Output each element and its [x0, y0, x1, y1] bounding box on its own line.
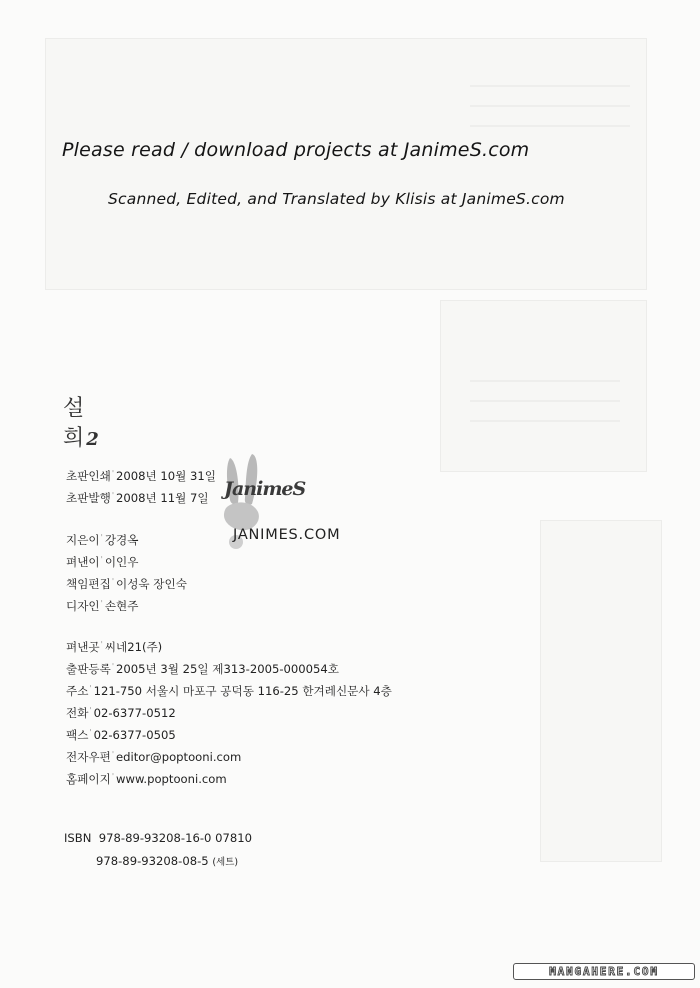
- separator-mark: ': [111, 772, 115, 781]
- publisher-row: [66, 663, 339, 676]
- bleed-through-panel: [540, 520, 662, 862]
- printing-label: 초판인쇄: [66, 469, 111, 483]
- credit-value: 손현주: [104, 599, 139, 613]
- separator-mark: ': [89, 728, 92, 737]
- publisher-row: [66, 729, 176, 742]
- bleed-through-line: [470, 380, 620, 382]
- separator-mark: ': [100, 533, 103, 542]
- isbn-set-row: [96, 856, 238, 868]
- publisher-value: editor@poptooni.com: [116, 750, 242, 764]
- credit-value: 이인우: [104, 555, 139, 569]
- credit-label: 펴낸이: [66, 555, 100, 569]
- printing-row: [66, 470, 216, 483]
- publisher-label: 주소: [66, 684, 89, 698]
- credit-value: 이성욱 장인숙: [116, 577, 187, 591]
- credit-label: 디자인: [66, 599, 100, 613]
- publisher-value: 121-750 서울시 마포구 공덕동 116-25 한겨레신문사 4층: [93, 684, 392, 698]
- separator-mark: ': [100, 640, 103, 649]
- isbn-set-note: (세트): [212, 857, 239, 868]
- bleed-through-panel: [45, 38, 647, 290]
- bleed-through-panel: [440, 300, 647, 472]
- logo-text: JANIMES.COM: [233, 527, 341, 543]
- isbn-number: 978-89-93208-16-0 07810: [98, 831, 252, 845]
- site-watermark: MANGAHERE.COM: [513, 963, 695, 980]
- printing-value: 2008년 11월 7일: [116, 491, 209, 505]
- publisher-row: [66, 685, 392, 698]
- printing-label: 초판발행: [66, 491, 111, 505]
- credit-label: 지은이: [66, 533, 100, 547]
- publisher-row: [66, 641, 162, 654]
- separator-mark: ': [100, 555, 103, 564]
- bleed-through-line: [470, 420, 620, 422]
- publisher-label: 펴낸곳: [66, 640, 100, 654]
- separator-mark: ': [100, 599, 103, 608]
- isbn-row: [64, 833, 252, 845]
- title-line-2: [63, 428, 99, 450]
- publisher-value: 02-6377-0505: [93, 728, 176, 742]
- publisher-value: 씨네21(주): [104, 640, 163, 654]
- publisher-label: 전자우편: [66, 750, 111, 764]
- bleed-through-line: [470, 105, 630, 107]
- separator-mark: ': [111, 662, 115, 671]
- separator-mark: ': [111, 750, 115, 759]
- scanlation-credit: Scanned, Edited, and Translated by Klisis at JanimeS.com: [108, 190, 565, 208]
- printing-value: 2008년 10월 31일: [116, 469, 216, 483]
- credit-row: [66, 534, 138, 547]
- isbn-label: ISBN: [64, 831, 92, 845]
- bleed-through-line: [470, 400, 620, 402]
- credit-row: [66, 600, 138, 613]
- publisher-row: [66, 751, 241, 764]
- publisher-label: 홈페이지: [66, 772, 111, 786]
- separator-mark: ': [111, 491, 115, 500]
- logo-script: JanimeS: [224, 478, 306, 500]
- publisher-row: [66, 773, 227, 786]
- credit-value: 강경옥: [104, 533, 139, 547]
- title-char-2: 희: [63, 426, 85, 451]
- publisher-value: www.poptooni.com: [116, 772, 227, 786]
- bleed-through-line: [470, 85, 630, 87]
- bleed-through-line: [470, 125, 630, 127]
- separator-mark: ': [111, 469, 115, 478]
- publisher-label: 팩스: [66, 728, 89, 742]
- publisher-label: 출판등록: [66, 662, 111, 676]
- separator-mark: ': [111, 577, 115, 586]
- printing-row: [66, 492, 209, 505]
- credit-row: [66, 578, 187, 591]
- separator-mark: ': [89, 706, 92, 715]
- book-title: [63, 396, 99, 451]
- publisher-value: 02-6377-0512: [93, 706, 176, 720]
- publisher-row: [66, 707, 176, 720]
- publisher-label: 전화: [66, 706, 89, 720]
- publisher-value: 2005년 3월 25일 제313-2005-000054호: [116, 662, 339, 676]
- title-char-1: 설: [63, 396, 85, 421]
- separator-mark: ': [89, 684, 92, 693]
- isbn-set-number: 978-89-93208-08-5: [96, 854, 209, 868]
- volume-number: 2: [86, 429, 99, 450]
- credit-label: 책임편집: [66, 577, 111, 591]
- scanlation-notice: Please read / download projects at JanimeS.com: [62, 139, 530, 161]
- credit-row: [66, 556, 138, 569]
